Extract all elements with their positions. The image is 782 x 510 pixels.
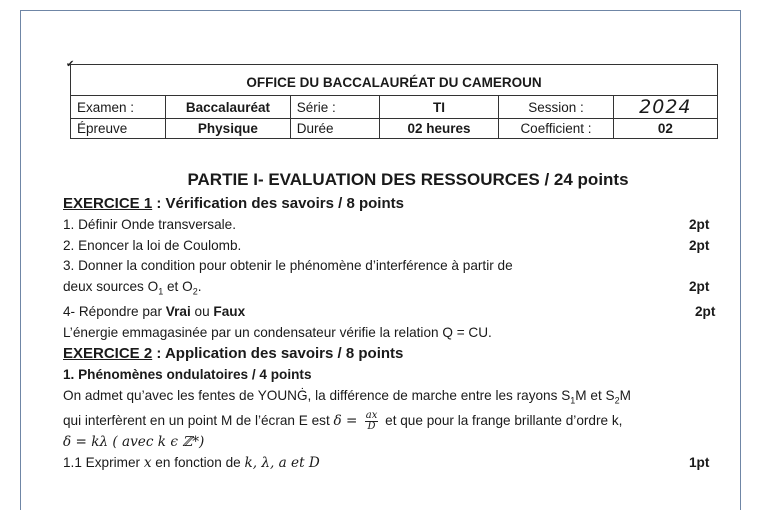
duree-value: 02 heures	[379, 119, 498, 139]
question-4-statement	[63, 323, 723, 344]
intro-text-c: M	[619, 387, 631, 403]
intro-line-2	[63, 411, 723, 432]
question-2-text: 2. Enoncer la loi de Coulomb.	[63, 237, 242, 253]
exercice-2-label: EXERCICE 2	[63, 345, 153, 363]
variables-list: k, λ, a et D	[244, 454, 320, 471]
epreuve-label: Épreuve	[71, 119, 166, 139]
question-1-1-text-b: en fonction de	[151, 454, 245, 470]
header-row-1	[71, 96, 718, 119]
question-1-1-text-a: 1.1 Exprimer	[63, 454, 144, 470]
formula-delta-k-lambda: δ = kλ ( avec k ϵ ℤ*)	[63, 434, 205, 451]
question-4	[63, 302, 723, 323]
question-4-text-b: ou	[190, 304, 214, 320]
intro-line-1	[63, 386, 723, 411]
question-4-points: 2pt	[695, 304, 716, 320]
intro-line-2-text-a: qui interfèrent en un point M de l’écran E est	[63, 413, 334, 429]
examen-value: Baccalauréat	[166, 96, 291, 119]
examen-label: Examen :	[71, 96, 166, 119]
question-1-text: 1. Définir Onde transversale.	[63, 217, 237, 232]
exercice-1-subtitle: : Vérification des savoirs / 8 points	[152, 195, 404, 212]
serie-label: Série :	[290, 96, 379, 119]
question-3-text-b: et O	[163, 278, 193, 294]
question-1-1-points: 1pt	[689, 454, 710, 470]
fraction-numerator: ax	[365, 410, 378, 422]
subscript-2: 2	[192, 286, 198, 297]
epreuve-value: Physique	[166, 119, 291, 139]
question-3-text-a: deux sources O	[63, 278, 159, 294]
variable-x: x	[143, 454, 152, 471]
serie-value: TI	[379, 96, 498, 119]
vrai-label: Vrai	[165, 304, 191, 320]
question-4-text-a: 4- Répondre par	[63, 304, 166, 320]
session-label: Session :	[499, 96, 613, 119]
partie-title: PARTIE I- EVALUATION DES RESSOURCES / 24 points	[187, 170, 629, 189]
subscript-s1: 1	[570, 395, 576, 406]
exam-header-table	[70, 64, 718, 139]
exam-content	[63, 168, 723, 473]
exercice-1-title	[63, 193, 723, 215]
question-3-points: 2pt	[689, 278, 710, 294]
question-3-line-1	[63, 256, 723, 277]
question-4-statement-text: L’énergie emmagasinée par un condensateur vérifie la relation Q = CU.	[63, 324, 492, 340]
exercice-1-label: EXERCICE 1	[63, 195, 153, 212]
question-1	[63, 215, 723, 236]
subscript-1: 1	[158, 286, 164, 297]
exercice-2-title	[63, 343, 723, 365]
intro-line-2-text-b: et que pour la frange brillante d’ordre k,	[381, 413, 623, 429]
delta-equation: δ =	[333, 413, 362, 430]
header-row-2	[71, 119, 718, 139]
coefficient-label: Coefficient :	[499, 119, 613, 139]
question-3-text-c: .	[197, 278, 202, 294]
intro-text-b: M et S	[575, 387, 615, 403]
sub-section-1-title: 1. Phénomènes ondulatoires / 4 points	[63, 367, 312, 383]
fraction-ax-over-d	[365, 411, 379, 432]
question-2-points: 2pt	[689, 237, 710, 253]
subscript-s2: 2	[614, 395, 620, 406]
exercice-2-subtitle: : Application des savoirs / 8 points	[152, 345, 404, 363]
office-title: OFFICE DU BACCALAURÉAT DU CAMEROUN	[71, 65, 718, 96]
intro-text-a: On admet qu’avec les fentes de YOUNĠ, la différence de marche entre les rayons S	[63, 387, 571, 403]
duree-label: Durée	[290, 119, 379, 139]
session-value: 2024	[613, 96, 717, 119]
question-1-1	[63, 453, 723, 474]
faux-label: Faux	[213, 304, 246, 320]
coefficient-value: 02	[613, 119, 717, 139]
fraction-denominator: D	[367, 421, 376, 433]
question-3-text: 3. Donner la condition pour obtenir le phénomène d’interférence à partir de	[63, 258, 513, 274]
corner-mark: ✔	[66, 59, 75, 70]
question-3-line-2	[63, 277, 723, 302]
question-1-points: 2pt	[689, 217, 710, 232]
question-2	[63, 236, 723, 257]
